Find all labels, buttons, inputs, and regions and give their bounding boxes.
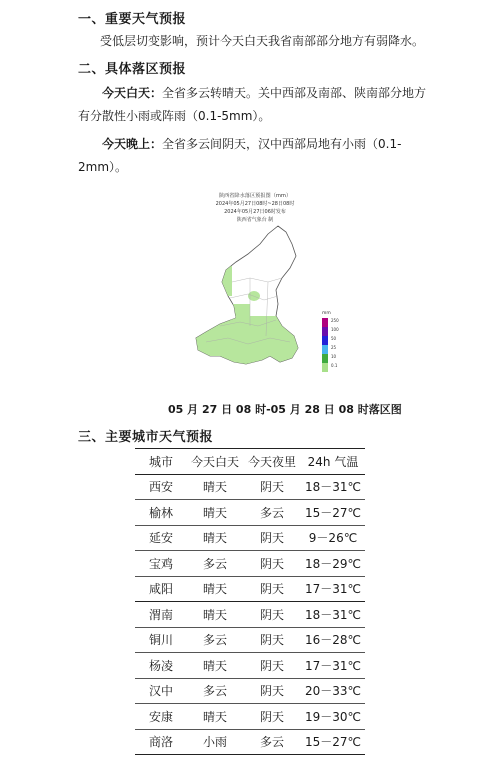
legend-label: 0.1: [331, 363, 338, 368]
cell-night: 多云: [243, 729, 301, 755]
legend-unit: mm: [322, 311, 331, 316]
legend-label: 25: [331, 345, 337, 350]
cell-city: 榆林: [135, 500, 187, 526]
cell-night: 阴天: [243, 576, 301, 602]
cell-day: 小雨: [187, 729, 243, 755]
cell-city: 杨凌: [135, 653, 187, 679]
cell-day: 晴天: [187, 576, 243, 602]
cell-night: 阴天: [243, 704, 301, 730]
cell-temp: 20－33℃: [301, 678, 365, 704]
legend-swatch: [322, 327, 328, 336]
cell-city: 延安: [135, 525, 187, 551]
table-row: [135, 653, 365, 679]
cell-city: 汉中: [135, 678, 187, 704]
cell-temp: 17－31℃: [301, 653, 365, 679]
cell-city: 渭南: [135, 602, 187, 628]
table-row: [135, 602, 365, 628]
map-issued: 2024年05月27日06时发布: [224, 209, 286, 215]
section-2-title: 二、具体落区预报: [78, 62, 187, 77]
cell-temp: 16－28℃: [301, 627, 365, 653]
cell-temp: 18－31℃: [301, 602, 365, 628]
table-row: [135, 576, 365, 602]
legend-swatch: [322, 354, 328, 363]
table-row: [135, 627, 365, 653]
cell-temp: 15－27℃: [301, 500, 365, 526]
legend-swatch: [322, 318, 328, 327]
cell-night: 阴天: [243, 602, 301, 628]
cell-temp: 15－27℃: [301, 729, 365, 755]
table-row: [135, 704, 365, 730]
cell-temp: 18－29℃: [301, 551, 365, 577]
section-1-text: 受低层切变影响，预计今天白天我省南部部分地方有弱降水。: [100, 34, 425, 48]
cell-night: 多云: [243, 500, 301, 526]
map-period: 2024年05月27日08时~28日08时: [215, 201, 295, 207]
cell-temp: 18－31℃: [304, 480, 362, 495]
cell-night: 阴天: [259, 480, 284, 495]
legend-label: 50: [331, 336, 337, 341]
cell-temp: 19－30℃: [301, 704, 365, 730]
table-row: [135, 500, 365, 526]
cell-day: 晴天: [187, 704, 243, 730]
cell-city: 铜川: [135, 627, 187, 653]
cell-day: 晴天: [187, 653, 243, 679]
map-agency: 陕西省气象台 制: [236, 217, 274, 223]
table-row: [135, 551, 365, 577]
daytime-forecast: [78, 82, 438, 128]
cell-day: 多云: [187, 627, 243, 653]
legend-label: 250: [331, 318, 339, 323]
header-temp: 24h 气温: [301, 449, 365, 475]
legend-swatch: [322, 336, 328, 345]
cell-night: 阴天: [243, 627, 301, 653]
header-day: 今天白天: [187, 449, 243, 475]
cell-night: 阴天: [243, 551, 301, 577]
table-row: [135, 474, 365, 500]
cell-temp: 9－26℃: [301, 525, 365, 551]
legend-label: 100: [331, 327, 339, 332]
cell-city: 安康: [135, 704, 187, 730]
cell-city: 宝鸡: [135, 551, 187, 577]
night-forecast: [78, 133, 448, 179]
cell-night: 阴天: [243, 525, 301, 551]
table-header-row: [135, 449, 365, 475]
city-forecast-table: [135, 448, 365, 755]
rain-area-central: [210, 304, 250, 320]
map-legend: [322, 311, 339, 372]
cell-day: 多云: [187, 678, 243, 704]
cell-city: 商洛: [135, 729, 187, 755]
table-row: [135, 729, 365, 755]
section-3-title: 三、主要城市天气预报: [78, 430, 214, 445]
map-caption: 05 月 27 日 08 时-05 月 28 日 08 时落区图: [168, 403, 402, 416]
daytime-text: 全省多云转晴天。关中西部及南部、陕南部分地方有分散性小雨或阵雨（0.1-5mm）。: [78, 86, 427, 123]
cell-day: 晴天: [187, 525, 243, 551]
cell-day: 多云: [187, 551, 243, 577]
cell-city: 咸阳: [135, 576, 187, 602]
table-row: [135, 525, 365, 551]
night-text: 全省多云间阴天，汉中西部局地有小雨（0.1-2mm）。: [78, 137, 402, 174]
night-label: 今天晚上：: [102, 137, 163, 151]
cell-night: 阴天: [243, 653, 301, 679]
daytime-label: 今天白天：: [102, 86, 163, 100]
precipitation-map: [150, 186, 360, 386]
cell-day: 晴天: [187, 602, 243, 628]
cell-city: 西安: [148, 480, 173, 495]
cell-day: 晴天: [202, 480, 227, 495]
header-night: 今天夜里: [243, 449, 301, 475]
section-1-title: 一、重要天气预报: [78, 12, 187, 27]
rain-area-west: [222, 266, 232, 296]
cell-day: 晴天: [187, 500, 243, 526]
legend-label: 10: [331, 354, 337, 359]
header-city: 城市: [135, 449, 187, 475]
table-row: [135, 678, 365, 704]
legend-swatch: [322, 363, 328, 372]
legend-swatch: [322, 345, 328, 354]
cell-night: 阴天: [243, 678, 301, 704]
map-title: 陕西省降水落区预报图（mm）: [218, 193, 292, 199]
cell-temp: 17－31℃: [301, 576, 365, 602]
